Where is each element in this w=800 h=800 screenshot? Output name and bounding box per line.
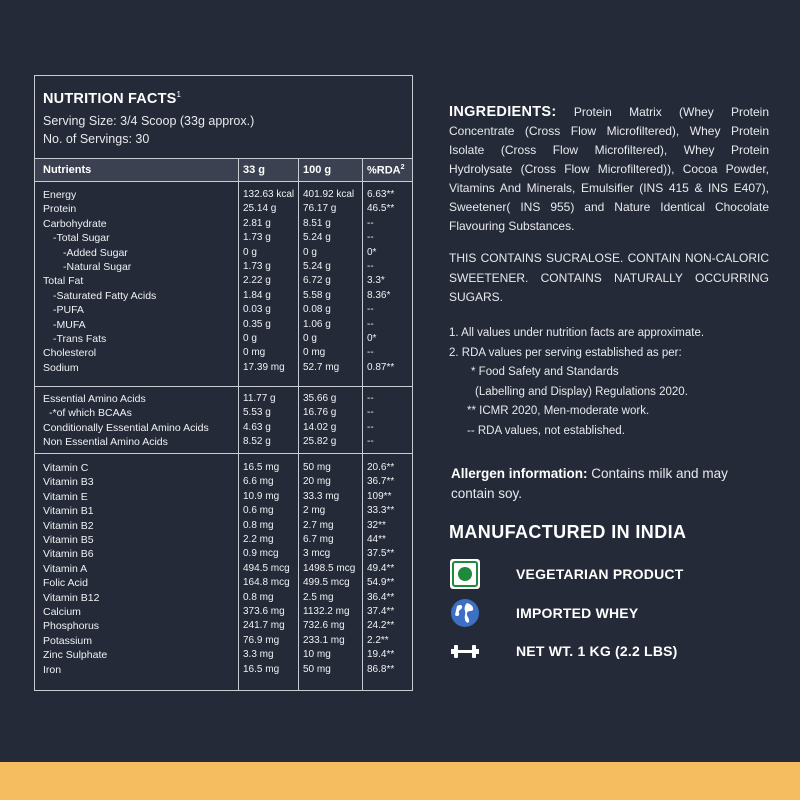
table-row: [35, 620, 412, 634]
per-serving-value: 0.8 mg: [243, 519, 274, 531]
per-serving-value: 0.6 mg: [243, 505, 274, 517]
table-row: [35, 436, 412, 450]
per-100g-value: 50 mg: [303, 462, 331, 473]
nutrient-name: -*of which BCAAs: [49, 407, 132, 420]
table-row: [35, 304, 412, 318]
per-serving-value: 0.03 g: [243, 304, 271, 316]
allergen-info: [451, 464, 771, 504]
per-serving-value: 1.73 g: [243, 232, 271, 244]
rda-value: --: [367, 304, 374, 316]
feature-label: IMPORTED WHEY: [516, 605, 639, 621]
nutrient-name: Vitamin B3: [43, 476, 94, 489]
nutrient-name: Energy: [43, 189, 77, 201]
table-row: [35, 635, 412, 649]
per-serving-value: 11.77 g: [243, 393, 276, 404]
nutrient-name: Vitamin A: [43, 562, 88, 575]
per-100g-value: 401.92 kcal: [303, 189, 355, 200]
table-row: [35, 491, 412, 505]
rda-value: 49.4**: [367, 562, 395, 574]
table-row: [35, 520, 412, 534]
per-100g-value: 8.51 g: [303, 217, 331, 229]
per-100g-value: 14.02 g: [303, 421, 337, 433]
per-serving-value: 0 g: [243, 246, 257, 258]
ingredients-text: Protein Matrix (Whey Protein Concentrate (Cross Flow Microfiltered), Whey Protein Isolate (Cross Flow Microfiltered), Whey Protein Hydrolysate (Cross Flow Microfiltered)), Cocoa Powder, Vitamins And Minerals, Emulsifier (INS 415 & INS E407), Sweetener( INS 955) and Nature Identical Chocolate Flavouring Substances.: [449, 105, 769, 233]
table-row: [35, 548, 412, 562]
manufactured-in: MANUFACTURED IN INDIA: [449, 522, 687, 542]
per-serving-value: 2.2 mg: [243, 534, 274, 545]
nutrient-name: Folic Acid: [43, 577, 88, 590]
table-row: [35, 534, 412, 548]
table-row: [35, 422, 412, 436]
nutrient-name: Conditionally Essential Amino Acids: [43, 421, 209, 434]
column-rule: [298, 158, 299, 690]
table-row: [35, 218, 412, 232]
per-100g-value: 499.5 mcg: [303, 577, 350, 589]
nutrient-name: Cholesterol: [43, 347, 97, 360]
rda-value: 33.3**: [367, 505, 395, 517]
per-serving-value: 241.7 mg: [243, 620, 285, 632]
per-serving-value: 8.52 g: [243, 436, 271, 448]
table-row: [35, 407, 412, 421]
header-nutrients: Nutrients: [43, 164, 92, 176]
nutrient-name: -MUFA: [53, 318, 86, 331]
table-row: [35, 462, 412, 476]
table-row: [35, 606, 412, 620]
table-row: [35, 319, 412, 333]
rda-value: 24.2**: [367, 620, 395, 632]
per-100g-value: 6.72 g: [303, 275, 331, 287]
servings-count: No. of Servings: 30: [43, 132, 150, 146]
feature-net-weight: [449, 635, 779, 667]
table-row: [35, 290, 412, 304]
table-row: [35, 393, 412, 407]
rda-value: 36.4**: [367, 591, 395, 603]
per-serving-value: 2.81 g: [243, 217, 271, 229]
nutrient-name: Calcium: [43, 606, 81, 618]
per-100g-value: 5.58 g: [303, 289, 331, 301]
per-serving-value: 373.6 mg: [243, 606, 285, 617]
divider: [35, 386, 412, 387]
per-100g-value: 10 mg: [303, 649, 331, 661]
feature-vegetarian: [449, 558, 779, 590]
nutrient-name: Vitamin B2: [43, 519, 94, 532]
table-row: [35, 505, 412, 519]
nutrient-name: Zinc Sulphate: [43, 649, 108, 662]
table-row: [35, 577, 412, 591]
per-serving-value: 164.8 mcg: [243, 577, 290, 589]
nutrient-name: Vitamin B1: [43, 505, 94, 518]
rda-value: --: [367, 407, 374, 419]
nutrient-name: Protein: [43, 203, 77, 216]
per-100g-value: 25.82 g: [303, 436, 337, 448]
per-100g-value: 20 mg: [303, 476, 331, 488]
nutrient-name: Iron: [43, 663, 62, 676]
rda-value: 20.6**: [367, 462, 395, 473]
per-100g-value: 33.3 mg: [303, 490, 340, 502]
per-100g-value: 2.7 mg: [303, 519, 334, 531]
per-100g-value: 0 g: [303, 246, 317, 258]
rda-value: 36.7**: [367, 476, 395, 488]
per-100g-value: 1498.5 mcg: [303, 562, 356, 574]
footnote: (Labelling and Display) Regulations 2020.: [475, 386, 688, 398]
table-row: [35, 649, 412, 663]
feature-label: NET WT. 1 KG (2.2 LBS): [516, 643, 678, 659]
rda-value: 8.36*: [367, 289, 391, 301]
footnote: 1. All values under nutrition facts are approximate.: [449, 327, 705, 339]
per-serving-value: 76.9 mg: [243, 634, 280, 646]
rda-value: 19.4**: [367, 649, 395, 661]
per-100g-value: 0.08 g: [303, 304, 331, 316]
rda-value: --: [367, 393, 374, 404]
table-header: [35, 158, 412, 182]
ingredients-title: INGREDIENTS:: [449, 104, 557, 120]
table-row: [35, 362, 412, 376]
per-100g-value: 35.66 g: [303, 393, 337, 404]
per-100g-value: 5.24 g: [303, 261, 331, 272]
footnote: 2. RDA values per serving established as per:: [449, 347, 682, 359]
table-row: [35, 189, 412, 203]
per-serving-value: 0.9 mcg: [243, 548, 279, 560]
rda-value: --: [367, 421, 374, 433]
nutrient-name: Vitamin C: [43, 462, 89, 474]
table-row: [35, 261, 412, 275]
allergen-label: Allergen information:: [451, 466, 588, 481]
table-row: [35, 476, 412, 490]
allergen-text: Contains milk and may contain soy.: [451, 466, 728, 501]
per-serving-value: 17.39 mg: [243, 361, 285, 373]
per-100g-value: 6.7 mg: [303, 534, 334, 545]
rda-value: 2.2**: [367, 634, 389, 646]
nutrient-name: Phosphorus: [43, 620, 100, 633]
per-100g-value: 0 g: [303, 333, 317, 344]
per-100g-value: 233.1 mg: [303, 634, 345, 646]
nutrient-name: Vitamin E: [43, 490, 88, 503]
sweetener-statement: THIS CONTAINS SUCRALOSE. CONTAIN NON-CALORIC SWEETENER. CONTAINS NATURALLY OCCURRING SUGARS.: [449, 251, 769, 304]
dumbbell-icon: [449, 635, 481, 667]
nutrient-name: Carbohydrate: [43, 217, 107, 230]
bottom-color-band: [0, 762, 800, 800]
per-serving-value: 0 mg: [243, 347, 266, 359]
per-100g-value: 0 mg: [303, 347, 326, 359]
table-row: [35, 203, 412, 217]
rda-value: 3.3*: [367, 275, 385, 287]
rda-value: 37.5**: [367, 548, 395, 560]
rda-value: --: [367, 232, 374, 244]
nutrient-name: -Trans Fats: [53, 333, 107, 345]
per-100g-value: 50 mg: [303, 663, 331, 675]
per-100g-value: 1132.2 mg: [303, 606, 350, 617]
per-100g-value: 2 mg: [303, 505, 326, 517]
nutrient-name: -Natural Sugar: [63, 261, 132, 273]
per-100g-value: 52.7 mg: [303, 361, 340, 373]
per-serving-value: 1.73 g: [243, 261, 271, 272]
column-rule: [362, 158, 363, 690]
per-100g-value: 5.24 g: [303, 232, 331, 244]
rda-value: --: [367, 318, 374, 330]
per-serving-value: 16.5 mg: [243, 663, 280, 675]
per-100g-value: 16.76 g: [303, 407, 337, 419]
header-serving: 33 g: [243, 164, 266, 176]
per-serving-value: 0 g: [243, 333, 257, 344]
nutrient-name: Sodium: [43, 361, 79, 374]
nutrient-name: -PUFA: [53, 304, 84, 317]
divider: [35, 453, 412, 454]
per-serving-value: 0.8 mg: [243, 591, 274, 603]
nutrient-name: -Saturated Fatty Acids: [53, 289, 157, 302]
nutrient-name: Vitamin B6: [43, 548, 94, 561]
per-serving-value: 25.14 g: [243, 203, 277, 215]
per-serving-value: 4.63 g: [243, 421, 271, 433]
rda-value: 0.87**: [367, 361, 395, 373]
per-100g-value: 3 mcg: [303, 548, 331, 560]
rda-value: --: [367, 436, 374, 448]
per-serving-value: 3.3 mg: [243, 649, 274, 661]
rda-value: 6.63**: [367, 189, 395, 200]
rda-value: --: [367, 347, 374, 359]
per-serving-value: 10.9 mg: [243, 490, 280, 502]
rda-value: --: [367, 261, 374, 272]
nutrient-name: Vitamin B12: [43, 591, 100, 604]
header-rda: %RDA$^2$: [367, 164, 405, 177]
footnote: * Food Safety and Standards: [471, 366, 619, 378]
table-row: [35, 592, 412, 606]
table-row: [35, 347, 412, 361]
rda-value: 37.4**: [367, 606, 395, 617]
nutrient-name: Non Essential Amino Acids: [43, 436, 168, 449]
rda-value: 44**: [367, 534, 386, 545]
per-serving-value: 16.5 mg: [243, 462, 280, 473]
table-row: [35, 247, 412, 261]
rda-value: 0*: [367, 333, 377, 344]
rda-value: 46.5**: [367, 203, 395, 215]
nutrition-title: NUTRITION FACTS$^1$: [43, 90, 182, 107]
per-serving-value: 494.5 mcg: [243, 562, 290, 574]
header-100g: 100 g: [303, 164, 332, 176]
table-row: [35, 232, 412, 246]
globe-icon: [449, 597, 481, 629]
nutrient-name: Total Fat: [43, 275, 84, 288]
nutrient-name: -Total Sugar: [53, 232, 110, 245]
ingredients-block: [449, 103, 769, 236]
per-100g-value: 1.06 g: [303, 318, 331, 330]
per-serving-value: 1.84 g: [243, 289, 271, 301]
feature-label: VEGETARIAN PRODUCT: [516, 566, 684, 582]
per-serving-value: 6.6 mg: [243, 476, 274, 488]
table-row: [35, 275, 412, 289]
per-serving-value: 5.53 g: [243, 407, 271, 419]
table-row: [35, 664, 412, 678]
nutrient-name: -Added Sugar: [63, 246, 128, 259]
serving-size: Serving Size: 3/4 Scoop (33g approx.): [43, 114, 255, 128]
column-rule: [238, 158, 239, 690]
nutrient-name: Potassium: [43, 634, 93, 647]
per-serving-value: 0.35 g: [243, 318, 271, 330]
per-serving-value: 2.22 g: [243, 275, 271, 287]
rda-value: --: [367, 217, 374, 229]
nutrient-name: Vitamin B5: [43, 534, 94, 546]
rda-value: 54.9**: [367, 577, 395, 589]
rda-value: 32**: [367, 519, 386, 531]
vegetarian-icon: [449, 558, 481, 590]
nutrition-facts-panel: [34, 75, 413, 691]
per-serving-value: 132.63 kcal: [243, 189, 295, 200]
table-row: [35, 563, 412, 577]
footnote: -- RDA values, not established.: [467, 425, 625, 437]
table-row: [35, 333, 412, 347]
feature-imported-whey: [449, 597, 779, 629]
rda-value: 0*: [367, 246, 377, 258]
rda-value: 86.8**: [367, 663, 395, 675]
rda-value: 109**: [367, 490, 392, 502]
per-100g-value: 2.5 mg: [303, 591, 334, 603]
per-100g-value: 732.6 mg: [303, 620, 345, 632]
nutrient-name: Essential Amino Acids: [43, 393, 146, 405]
footnote: ** ICMR 2020, Men-moderate work.: [467, 405, 650, 417]
per-100g-value: 76.17 g: [303, 203, 337, 215]
